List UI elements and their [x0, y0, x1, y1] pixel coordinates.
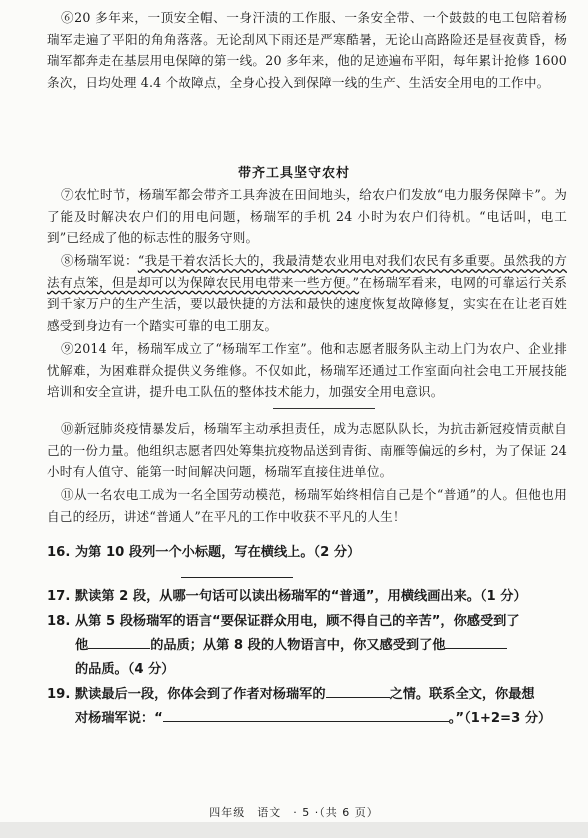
question-17-text: 默读第 2 段，从哪一句话可以读出杨瑞军的“普通”，用横线画出来。（1 分）	[75, 589, 527, 604]
question-19	[47, 683, 567, 707]
question-16	[47, 541, 567, 565]
paragraph-11: ⑪从一名农电工成为一名全国劳动模范，杨瑞军始终相信自己是个“普通”的人。但他也用自己的经历，讲述“普通人”在平凡的工作中收获不平凡的人生！	[47, 487, 567, 524]
question-19-blank-2[interactable]	[163, 707, 449, 722]
question-17	[47, 585, 567, 609]
question-18-text-2a: 他	[75, 638, 89, 653]
question-18-text-3: 的品质。（4 分）	[75, 662, 175, 677]
question-18-blank-2[interactable]	[445, 634, 507, 649]
paragraph-9: ⑨2014 年，杨瑞军成立了“杨瑞军工作室”。他和志愿者服务队主动上门为农户、企业排忧解难，为困难群众提供义务维修。不仅如此，杨瑞军还通过工作室面向社会电工开展技能培训和安全宣讲，提升电工队伍的整体技术能力，加强安全用电意识。	[47, 341, 567, 399]
paragraph-6: ⑥20 多年来，一顶安全帽、一身汗渍的工作服、一条安全带、一个鼓鼓的电工包陪着杨瑞军走遍了平阳的角角落落。无论刮风下雨还是严寒酷暑，无论山高路险还是昼夜黄昏，杨瑞军都奔走在基层用电保障的第一线。20 多年来，他的足迹遍布平阳，每年累计抢修 1600 条次，日均处理 4.4 个故障点，全身心投入到保障一线的生产、生活安全用电的工作中。	[47, 10, 567, 90]
question-18-text-1: 从第 5 段杨瑞军的语言“要保证群众用电，顾不得自己的辛苦”，你感受到了	[75, 614, 520, 629]
question-18-line-2	[75, 634, 507, 658]
question-18-line-3	[75, 658, 174, 682]
question-16-number: 16.	[47, 545, 71, 560]
paragraph-7: ⑦农忙时节，杨瑞军都会带齐工具奔波在田间地头，给农户们发放“电力服务保障卡”。为了能及时解决农户们的用电问题，杨瑞军的手机 24 小时为农户们待机。“电话叫，电工到”已经成了他的标志性的服务守则。	[47, 187, 567, 245]
question-19-text-1a: 默读最后一段，你体会到了作者对杨瑞军的	[75, 687, 326, 702]
paragraph-10: ⑩新冠肺炎疫情暴发后，杨瑞军主动承担责任，成为志愿队队长，为抗击新冠疫情贡献自己的一份力量。他组织志愿者四处筹集抗疫物品送到青街、南雁等偏远的乡村，为了保证 24 小时有人值守、能第一时间解决问题，杨瑞军直接住进单位。	[47, 421, 567, 479]
question-19-text-1b: 之情。联系全文，你最想	[389, 687, 535, 702]
question-16-answer-line[interactable]	[181, 577, 293, 578]
question-18-blank-1[interactable]	[88, 634, 150, 649]
paragraph-8-quote: “我是干着农活长大的，我最清楚农业用电对我们农民有多重要。虽然我的方法有点笨，但是却可以为保障农民用电带来一些方便。”	[47, 253, 567, 290]
paragraph-10-title-blank[interactable]	[273, 408, 375, 409]
question-19-number: 19.	[47, 687, 71, 702]
question-16-text: 为第 10 段列一个小标题，写在横线上。（2 分）	[75, 545, 361, 560]
question-18	[47, 610, 567, 634]
page-footer: 四年级 语文 · 5 ·（共 6 页）	[209, 806, 379, 819]
paragraph-8-rest: 在杨瑞军看来，电网的可靠运行关系到千家万户的生产生活，要以最快捷的方法和最快的速度恢复故障修复，实实在在让老百姓感受到身边有一个踏实可靠的电工朋友。	[47, 274, 568, 333]
paragraph-8	[47, 250, 567, 336]
question-19-line-2	[75, 707, 551, 731]
question-19-text-2a: 对杨瑞军说：“	[75, 711, 163, 726]
question-19-blank-1[interactable]	[326, 683, 390, 698]
question-17-number: 17.	[47, 589, 71, 604]
question-18-number: 18.	[47, 614, 71, 629]
question-19-text-2b: 。”（1+2=3 分）	[448, 711, 552, 726]
section-heading: 带齐工具坚守农村	[237, 166, 350, 181]
question-18-text-2b: 的品质；从第 8 段的人物语言中，你又感受到了他	[150, 638, 446, 653]
paragraph-8-lead: ⑧杨瑞军说：	[61, 253, 138, 268]
